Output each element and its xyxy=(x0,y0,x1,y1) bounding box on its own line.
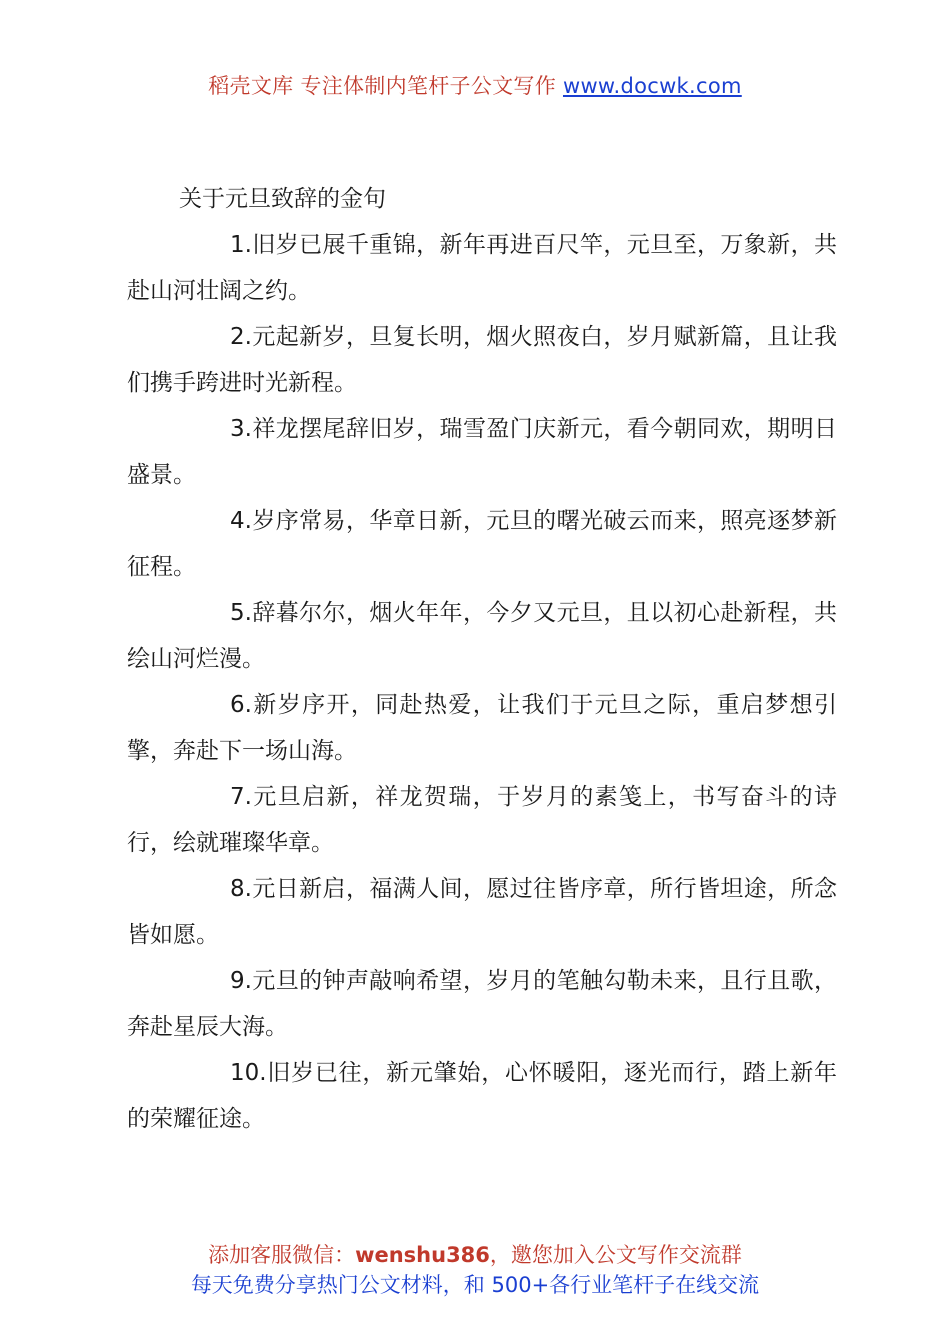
page-header xyxy=(0,70,950,100)
list-item: 8.元日新启，福满人间，愿过往皆序章，所行皆坦途，所念皆如愿。 xyxy=(127,876,837,948)
list-item: 1.旧岁已展千重锦，新年再进百尺竿，元旦至，万象新，共赴山河壮阔之约。 xyxy=(127,232,837,304)
list-item: 10.旧岁已往，新元肇始，心怀暖阳，逐光而行，踏上新年的荣耀征途。 xyxy=(127,1060,837,1132)
footer-wechat-suffix: ，邀您加入公文写作交流群 xyxy=(489,1243,742,1267)
footer-wechat-line xyxy=(0,1240,950,1270)
document-body xyxy=(127,176,837,1142)
website-link[interactable]: www.docwk.com xyxy=(562,74,742,98)
page-footer xyxy=(0,1240,950,1300)
wechat-id: wenshu386 xyxy=(355,1243,490,1267)
list-item: 3.祥龙摆尾辞旧岁，瑞雪盈门庆新元，看今朝同欢，期明日盛景。 xyxy=(127,416,837,488)
header-text: 稻壳文库 专注体制内笔杆子公文写作 xyxy=(208,74,563,98)
list-item: 5.辞暮尔尔，烟火年年，今夕又元旦，且以初心赴新程，共绘山河烂漫。 xyxy=(127,600,837,672)
document-title: 关于元旦致辞的金句 xyxy=(179,186,386,212)
list-item: 2.元起新岁，旦复长明，烟火照夜白，岁月赋新篇，且让我们携手跨进时光新程。 xyxy=(127,324,837,396)
footer-share-line: 每天免费分享热门公文材料，和 500+各行业笔杆子在线交流 xyxy=(190,1273,760,1297)
list-item: 7.元旦启新，祥龙贺瑞，于岁月的素笺上，书写奋斗的诗行，绘就璀璨华章。 xyxy=(127,784,837,856)
list-item: 6.新岁序开，同赴热爱，让我们于元旦之际，重启梦想引擎，奔赴下一场山海。 xyxy=(127,692,837,764)
list-item: 9.元旦的钟声敲响希望，岁月的笔触勾勒未来，且行且歌，奔赴星辰大海。 xyxy=(127,968,837,1040)
footer-wechat-prefix: 添加客服微信： xyxy=(208,1243,356,1267)
list-item: 4.岁序常易，华章日新，元旦的曙光破云而来，照亮逐梦新征程。 xyxy=(127,508,837,580)
